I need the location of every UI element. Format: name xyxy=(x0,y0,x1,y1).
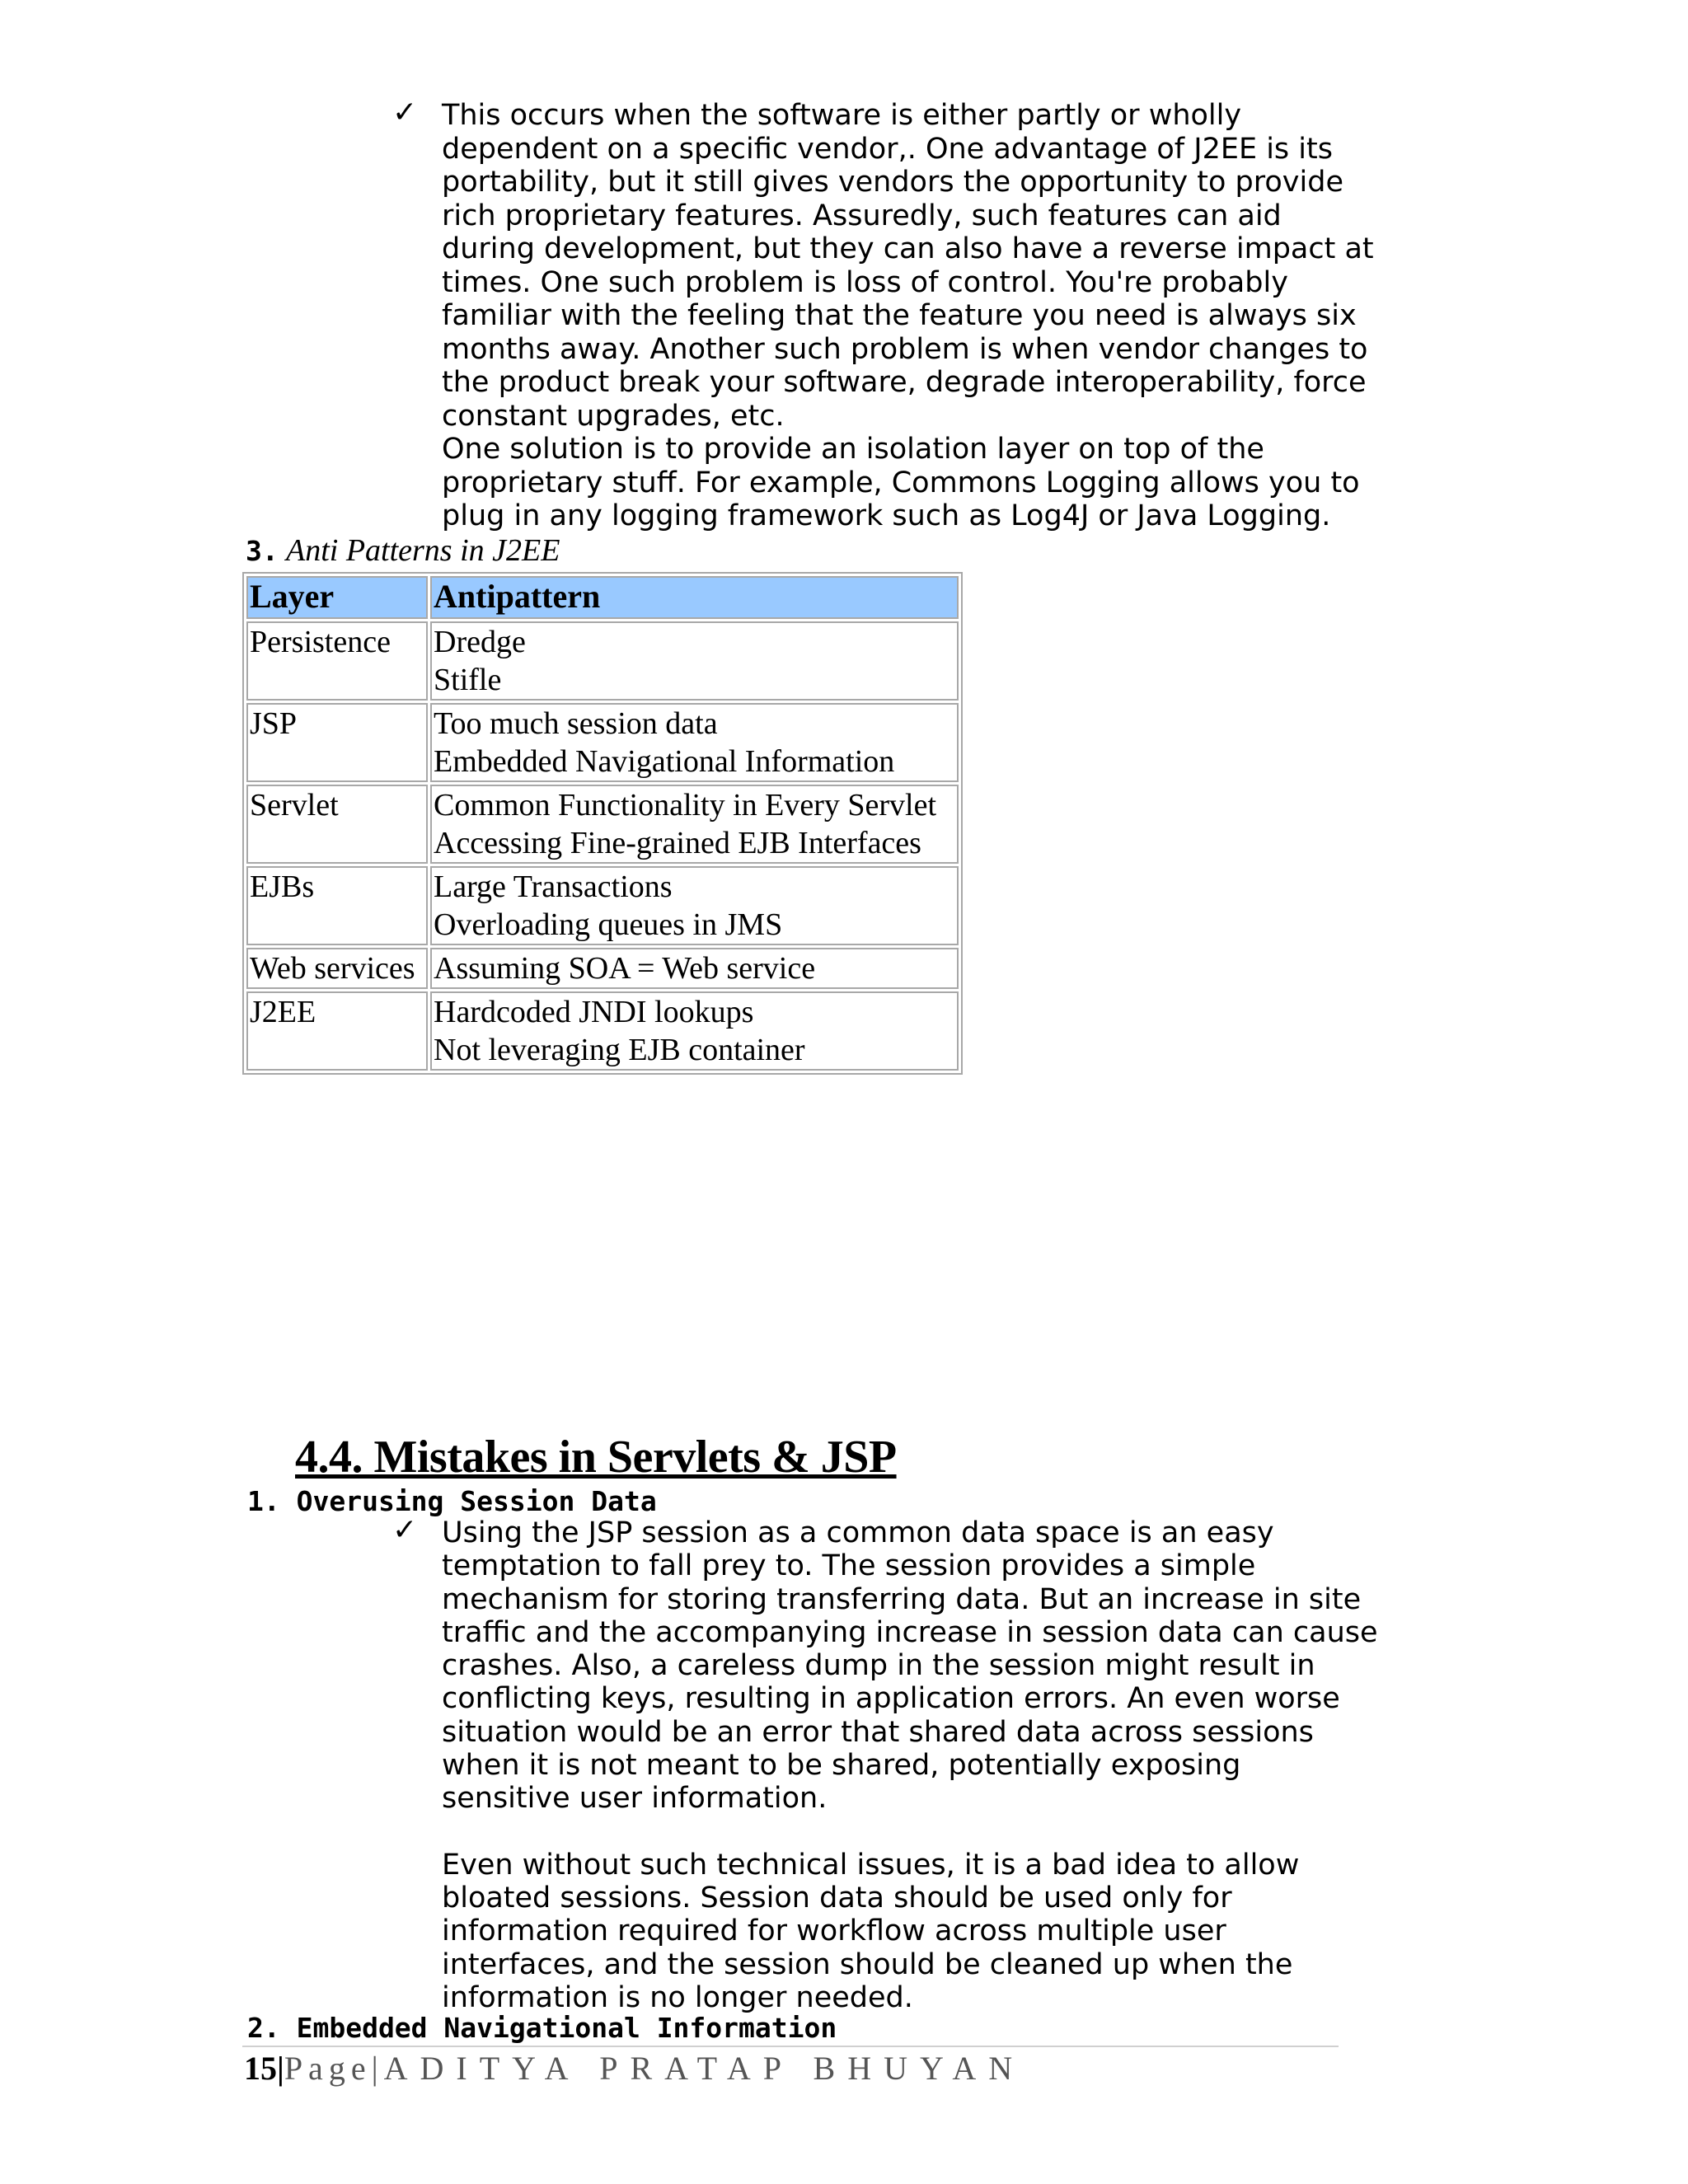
text-line: mechanism for storing transferring data. But an increase in site xyxy=(442,1582,1362,1616)
paragraph-session-data xyxy=(442,1516,1378,2014)
layer-cell: JSP xyxy=(246,703,428,782)
text-line: Even without such technical issues, it is a bad idea to allow xyxy=(442,1848,1300,1882)
layer-cell: Web services xyxy=(246,948,428,989)
table-row xyxy=(246,866,959,945)
footer-separator: | xyxy=(371,2050,384,2087)
layer-cell: Servlet xyxy=(246,785,428,864)
text-line: bloated sessions. Session data should be used only for xyxy=(442,1881,1232,1915)
layer-cell: Persistence xyxy=(246,621,428,701)
text-line: the product break your software, degrade interoperability, force xyxy=(442,366,1367,399)
antipattern-item: Accessing Fine-grained EJB Interfaces xyxy=(434,826,921,860)
text-line: conflicting keys, resulting in application errors. An even worse xyxy=(442,1682,1340,1716)
antipattern-item: Common Functionality in Every Servlet xyxy=(434,788,937,823)
antipattern-item: Stifle xyxy=(434,663,502,697)
subheading-embedded-navigational-information: 2. Embedded Navigational Information xyxy=(247,2012,837,2044)
footer-rule xyxy=(242,2046,1339,2047)
page-footer xyxy=(244,2049,1025,2088)
page-number: 15 xyxy=(244,2050,277,2087)
paragraph-vendor-lockin xyxy=(442,99,1374,533)
text-line: Using the JSP session as a common data space is an easy xyxy=(442,1516,1274,1549)
antipatterns-table xyxy=(242,572,963,1075)
text-line: times. One such problem is loss of control. You're probably xyxy=(442,265,1288,299)
author-name: ADITYA PRATAP BHUYAN xyxy=(383,2050,1025,2087)
section-number: 3. xyxy=(246,535,279,567)
antipattern-cell xyxy=(430,948,959,989)
antipattern-cell xyxy=(430,785,959,864)
table-row xyxy=(246,785,959,864)
text-line: dependent on a specific vendor,. One advantage of J2EE is its xyxy=(442,132,1333,166)
text-line: information is no longer needed. xyxy=(442,1980,913,2014)
text-line: plug in any logging framework such as Log4J or Java Logging. xyxy=(442,499,1331,532)
checkmark-icon: ✓ xyxy=(392,1513,418,1547)
table-header-row xyxy=(246,576,959,619)
section-4-4-heading: 4.4. Mistakes in Servlets & JSP xyxy=(295,1432,897,1483)
antipattern-item: Dredge xyxy=(434,625,526,659)
column-header-layer: Layer xyxy=(246,576,428,619)
antipattern-cell xyxy=(430,621,959,701)
table-row xyxy=(246,991,959,1071)
table-row xyxy=(246,703,959,782)
text-line: One solution is to provide an isolation layer on top of the xyxy=(442,433,1264,466)
antipattern-item: Too much session data xyxy=(434,706,718,741)
section-title: Anti Patterns in J2EE xyxy=(286,533,560,568)
text-line: information required for workflow across multiple user xyxy=(442,1915,1226,1948)
antipattern-item: Not leveraging EJB container xyxy=(434,1033,805,1067)
text-line: months away. Another such problem is when vendor changes to xyxy=(442,332,1368,366)
page-word: Page xyxy=(284,2050,372,2087)
text-line: crashes. Also, a careless dump in the session might result in xyxy=(442,1649,1315,1683)
antipattern-item: Hardcoded JNDI lookups xyxy=(434,995,754,1029)
layer-cell: J2EE xyxy=(246,991,428,1071)
text-line: interfaces, and the session should be cleaned up when the xyxy=(442,1947,1293,1981)
antipattern-item: Embedded Navigational Information xyxy=(434,744,895,779)
antipattern-item: Assuming SOA = Web service xyxy=(434,951,816,986)
text-line: portability, but it still gives vendors the opportunity to provide xyxy=(442,166,1343,199)
footer-separator: | xyxy=(277,2050,284,2087)
text-line: temptation to fall prey to. The session provides a simple xyxy=(442,1549,1256,1583)
text-line: situation would be an error that shared data across sessions xyxy=(442,1715,1314,1749)
text-line: during development, but they can also have a reverse impact at xyxy=(442,232,1374,265)
section-3-heading xyxy=(246,532,560,569)
text-line: sensitive user information. xyxy=(442,1782,828,1816)
antipattern-cell xyxy=(430,991,959,1071)
text-line: rich proprietary features. Assuredly, such features can aid xyxy=(442,199,1282,232)
antipattern-cell xyxy=(430,866,959,945)
table-row xyxy=(246,948,959,989)
text-line: This occurs when the software is either partly or wholly xyxy=(442,99,1242,132)
antipattern-item: Large Transactions xyxy=(434,869,673,904)
subheading-overusing-session-data: 1. Overusing Session Data xyxy=(247,1485,657,1517)
text-line: familiar with the feeling that the feature you need is always six xyxy=(442,299,1357,332)
text-line: proprietary stuff. For example, Commons Logging allows you to xyxy=(442,466,1360,499)
antipattern-item: Overloading queues in JMS xyxy=(434,907,783,942)
checkmark-icon: ✓ xyxy=(392,96,418,129)
antipattern-cell xyxy=(430,703,959,782)
text-line: constant upgrades, etc. xyxy=(442,399,785,433)
layer-cell: EJBs xyxy=(246,866,428,945)
text-line: when it is not meant to be shared, potentially exposing xyxy=(442,1749,1241,1783)
text-line: traffic and the accompanying increase in session data can cause xyxy=(442,1615,1378,1649)
column-header-antipattern: Antipattern xyxy=(430,576,959,619)
table-row xyxy=(246,621,959,701)
text-line xyxy=(442,1816,1348,1849)
